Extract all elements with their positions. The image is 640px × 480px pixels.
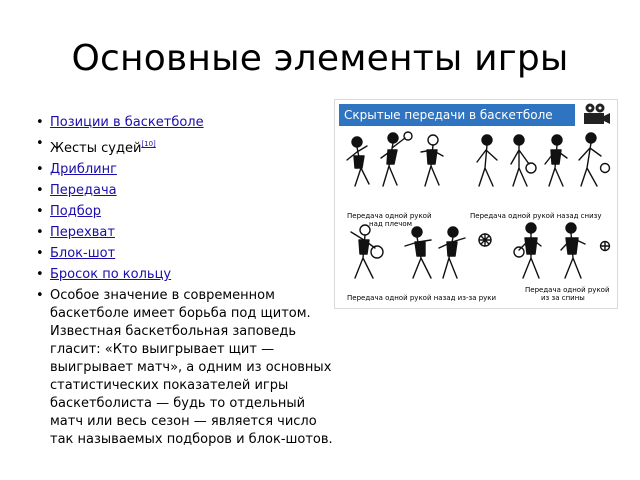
footnote-link[interactable]: [10]	[141, 140, 156, 148]
bullet-dot-icon: •	[36, 115, 44, 130]
player-figure	[545, 135, 567, 186]
link-pass[interactable]: Передача	[50, 183, 117, 198]
list-item	[36, 161, 336, 179]
player-figure	[511, 135, 536, 186]
caption: Передача одной рукой назад из-за руки	[347, 294, 497, 302]
caption: Передача одной рукой	[347, 212, 432, 220]
caption: Передача одной рукой назад снизу	[470, 212, 602, 220]
list-item	[36, 135, 336, 158]
bullet-dot-icon: •	[36, 204, 44, 219]
bullet-dot-icon: •	[36, 136, 44, 151]
link-dribbling[interactable]: Дриблинг	[50, 162, 117, 177]
player-figure	[351, 225, 383, 278]
player-figure	[514, 223, 541, 278]
player-figure	[579, 133, 610, 186]
figure-header	[339, 104, 575, 126]
passes-illustration	[334, 99, 618, 309]
player-figure	[439, 227, 465, 278]
caption: Передача одной рукой	[525, 286, 610, 294]
bullet-dot-icon: •	[36, 267, 44, 282]
caption: над плечом	[369, 220, 412, 228]
link-block-shot[interactable]: Блок-шот	[50, 246, 116, 261]
player-figure	[405, 227, 431, 278]
player-figure	[421, 135, 443, 186]
figure-header-title: Скрытые передачи в баскетболе	[344, 108, 553, 122]
player-figure	[561, 223, 585, 278]
slide-title: Основные элементы игры	[71, 38, 569, 79]
film-camera-icon	[581, 102, 611, 126]
bullet-dot-icon: •	[36, 225, 44, 240]
text-referee-signals: Жесты судей	[50, 141, 142, 156]
list-item	[36, 182, 336, 200]
link-positions[interactable]: Позиции в баскетболе	[50, 115, 204, 130]
bullet-list	[36, 114, 336, 452]
player-figure	[477, 135, 497, 186]
bullet-dot-icon: •	[36, 183, 44, 198]
list-item	[36, 203, 336, 221]
list-item	[36, 224, 336, 242]
link-steal[interactable]: Перехват	[50, 225, 115, 240]
caption: из за спины	[541, 294, 585, 302]
link-shot[interactable]: Бросок по кольцу	[50, 267, 172, 282]
player-figure	[381, 132, 412, 186]
link-rebound[interactable]: Подбор	[50, 204, 101, 219]
bullet-dot-icon: •	[36, 162, 44, 177]
bullet-dot-icon: •	[36, 246, 44, 261]
bullet-dot-icon: •	[36, 288, 44, 303]
ball-icon	[479, 234, 491, 246]
body-paragraph: Особое значение в современном баскетболе имеет борьба под щитом. Известная баскетбольная заповедь гласит: «Кто выигрывает щит — выигрывает матч», а одним из основных статистических показателей игры баскетболиста — будь то отдельный матч или весь сезон — является число так называемых подборов и блок-шотов.	[50, 288, 333, 447]
list-item	[36, 266, 336, 284]
list-item	[36, 287, 336, 449]
ball-icon	[601, 242, 610, 251]
player-figure	[347, 137, 369, 186]
list-item	[36, 114, 336, 132]
list-item	[36, 245, 336, 263]
